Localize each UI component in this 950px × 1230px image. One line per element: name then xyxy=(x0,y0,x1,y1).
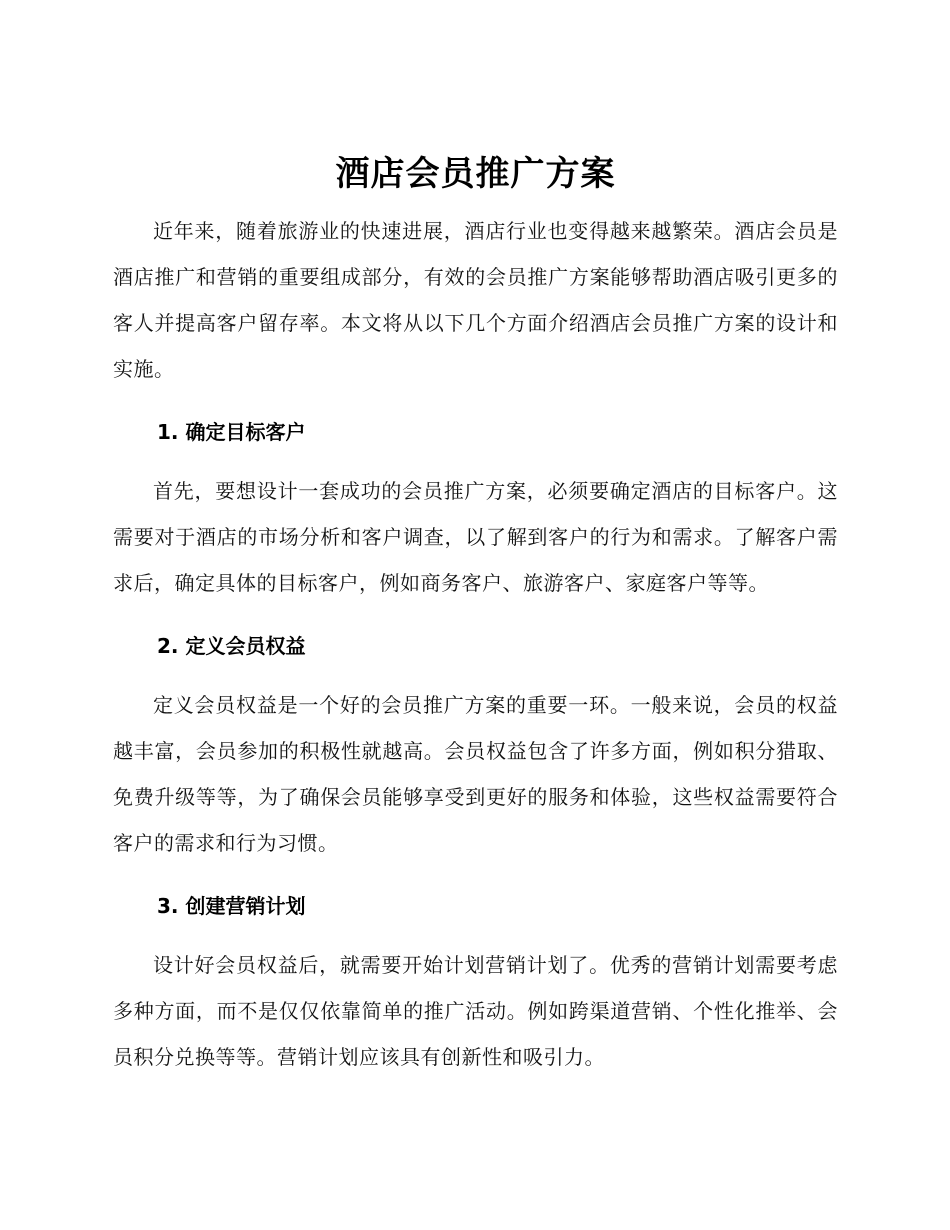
section-target-customers xyxy=(113,412,838,606)
section-marketing-plan xyxy=(113,886,838,1080)
section-paragraph: 首先，要想设计一套成功的会员推广方案，必须要确定酒店的目标客户。这需要对于酒店的市场分析和客户调查，以了解到客户的行为和需求。了解客户需求后，确定具体的目标客户，例如商务客户、旅游客户、家庭客户等等。 xyxy=(113,479,838,595)
section-paragraph: 定义会员权益是一个好的会员推广方案的重要一环。一般来说，会员的权益越丰富，会员参加的积极性就越高。会员权益包含了许多方面，例如积分猎取、免费升级等等，为了确保会员能够享受到更好的服务和体验，这些权益需要符合客户的需求和行为习惯。 xyxy=(113,693,838,855)
section-heading: 2. 定义会员权益 xyxy=(157,634,306,658)
document-title: 酒店会员推广方案 xyxy=(335,154,616,194)
section-paragraph: 设计好会员权益后，就需要开始计划营销计划了。优秀的营销计划需要考虑多种方面，而不是仅仅依靠简单的推广活动。例如跨渠道营销、个性化推举、会员积分兑换等等。营销计划应该具有创新性和吸引力。 xyxy=(113,953,838,1069)
section-heading: 1. 确定目标客户 xyxy=(157,420,306,444)
section-member-benefits xyxy=(113,626,838,866)
intro-paragraph: 近年来，随着旅游业的快速进展，酒店行业也变得越来越繁荣。酒店会员是酒店推广和营销的重要组成部分，有效的会员推广方案能够帮助酒店吸引更多的客人并提高客户留存率。本文将从以下几个方面介绍酒店会员推广方案的设计和实施。 xyxy=(113,219,838,381)
section-heading: 3. 创建营销计划 xyxy=(157,894,306,918)
